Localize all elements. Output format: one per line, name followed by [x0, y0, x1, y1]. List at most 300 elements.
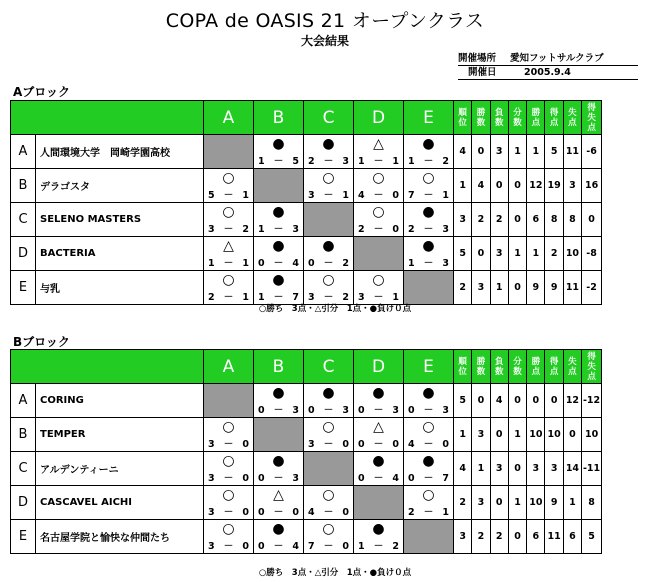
score-for: 3: [358, 292, 365, 303]
team-name: デラゴスタ: [36, 169, 204, 203]
team-row: [11, 452, 602, 486]
score-against: 1: [442, 507, 449, 518]
score-dash: －: [423, 224, 434, 235]
match-score: [404, 473, 453, 484]
result-mark-icon: ●: [422, 204, 435, 220]
score-dash: －: [273, 473, 284, 484]
block-b-results-table: [10, 349, 602, 554]
match-score: [354, 156, 403, 167]
stat-header: [508, 101, 526, 135]
block-b-legend: ○勝ち 3点・△引分 1点・●負け０点: [258, 568, 412, 578]
stat-value: 0: [563, 418, 581, 452]
score-for: 0: [358, 473, 365, 484]
match-result-cell: [204, 203, 254, 237]
match-result-cell: [204, 520, 254, 554]
stat-value: 0: [508, 384, 526, 418]
match-score: [404, 156, 453, 167]
score-dash: －: [423, 507, 434, 518]
stat-header: [527, 101, 545, 135]
match-result-cell: [254, 203, 304, 237]
score-for: 3: [208, 224, 215, 235]
date-row: [458, 66, 638, 80]
score-against: 7: [442, 473, 449, 484]
stat-header-label: 失 点: [568, 356, 577, 377]
score-against: 1: [442, 190, 449, 201]
stat-header: [563, 350, 581, 384]
match-score: [204, 473, 253, 484]
result-mark-icon: ○: [222, 453, 235, 469]
score-for: 4: [358, 190, 365, 201]
score-against: 4: [292, 541, 299, 552]
stat-header-label: 得 失 点: [587, 351, 596, 382]
stat-value: 1: [490, 271, 508, 305]
result-mark-icon: ●: [422, 136, 435, 152]
score-against: 0: [342, 507, 349, 518]
match-result-cell: [404, 203, 454, 237]
score-for: 2: [308, 156, 315, 167]
match-result-cell: [304, 237, 354, 271]
score-dash: －: [323, 405, 334, 416]
match-score: [404, 224, 453, 235]
result-mark-icon: ○: [422, 170, 435, 186]
score-for: 0: [258, 473, 265, 484]
column-header: C: [304, 101, 354, 135]
result-mark-icon: ○: [322, 521, 335, 537]
stat-value: 3: [563, 169, 581, 203]
team-name: TEMPER: [36, 418, 204, 452]
score-against: 1: [392, 156, 399, 167]
stat-value: 3: [490, 237, 508, 271]
match-result-cell: [304, 520, 354, 554]
result-mark-icon: ○: [322, 170, 335, 186]
stat-header-label: 順 位: [458, 356, 467, 377]
score-for: 0: [408, 473, 415, 484]
stat-value: 5: [454, 237, 472, 271]
score-dash: －: [273, 224, 284, 235]
score-for: 5: [208, 190, 215, 201]
match-result-cell: [354, 169, 404, 203]
score-dash: －: [423, 405, 434, 416]
score-for: 3: [308, 190, 315, 201]
stat-value: 19: [545, 169, 563, 203]
score-for: 1: [408, 258, 415, 269]
stat-value: 0: [545, 384, 563, 418]
score-for: 0: [358, 439, 365, 450]
score-dash: －: [423, 258, 434, 269]
match-score: [304, 156, 353, 167]
page-subtitle: 大会結果: [300, 34, 349, 48]
stat-value: 3: [454, 520, 472, 554]
match-result-cell: [404, 486, 454, 520]
team-name: 人間環境大学 岡崎学園高校: [36, 135, 204, 169]
score-for: 0: [258, 405, 265, 416]
result-mark-icon: ●: [272, 272, 285, 288]
match-score: [304, 258, 353, 269]
match-result-cell: [354, 203, 404, 237]
stat-value: 12: [563, 384, 581, 418]
row-letter: A: [11, 135, 36, 169]
row-letter: C: [11, 203, 36, 237]
result-mark-icon: ●: [322, 136, 335, 152]
score-against: 2: [392, 541, 399, 552]
stat-value: 1: [472, 452, 490, 486]
stat-value: 4: [454, 452, 472, 486]
stat-value: 0: [472, 237, 490, 271]
score-for: 0: [408, 405, 415, 416]
result-mark-icon: ●: [372, 385, 385, 401]
score-against: 2: [442, 156, 449, 167]
stat-value: 9: [545, 271, 563, 305]
match-result-cell: [404, 384, 454, 418]
score-for: 7: [408, 190, 415, 201]
result-mark-icon: ○: [372, 204, 385, 220]
stat-header: [582, 101, 602, 135]
stat-header: [545, 101, 563, 135]
score-dash: －: [273, 258, 284, 269]
score-dash: －: [223, 507, 234, 518]
result-mark-icon: ●: [372, 453, 385, 469]
team-row: [11, 418, 602, 452]
score-for: 3: [208, 507, 215, 518]
score-for: 4: [308, 507, 315, 518]
result-mark-icon: ○: [222, 272, 235, 288]
stat-value: 6: [527, 520, 545, 554]
score-dash: －: [423, 439, 434, 450]
score-for: 1: [258, 156, 265, 167]
score-dash: －: [223, 439, 234, 450]
match-result-cell: [404, 452, 454, 486]
stat-value: 3: [490, 452, 508, 486]
match-score: [254, 507, 303, 518]
stat-value: 6: [563, 520, 581, 554]
stat-value: 1: [508, 418, 526, 452]
stat-value: 10: [563, 237, 581, 271]
match-result-cell: [254, 384, 304, 418]
stat-value: -8: [582, 237, 602, 271]
result-mark-icon: ●: [422, 453, 435, 469]
score-against: 0: [392, 439, 399, 450]
block-b-label: Bブロック: [13, 335, 70, 349]
match-result-cell: [204, 169, 254, 203]
match-score: [404, 258, 453, 269]
row-letter: D: [11, 486, 36, 520]
match-score: [354, 405, 403, 416]
header-row: [11, 101, 602, 135]
stat-header: [545, 350, 563, 384]
score-for: 1: [258, 224, 265, 235]
score-dash: －: [373, 292, 384, 303]
stat-value: 0: [508, 203, 526, 237]
team-row: [11, 169, 602, 203]
block-a-legend: ○勝ち 3点・△引分 1点・●負け０点: [258, 304, 412, 314]
team-name: BACTERIA: [36, 237, 204, 271]
stat-header: [490, 350, 508, 384]
score-against: 1: [342, 190, 349, 201]
match-result-cell: [304, 135, 354, 169]
result-mark-icon: △: [273, 487, 284, 503]
score-against: 3: [442, 258, 449, 269]
stat-value: 0: [472, 135, 490, 169]
date-value: 2005.9.4: [524, 67, 571, 78]
stat-value: 5: [545, 135, 563, 169]
score-against: 0: [242, 473, 249, 484]
stat-value: 0: [527, 384, 545, 418]
team-row: [11, 486, 602, 520]
header-blank: [11, 350, 204, 384]
stat-header-label: 勝 点: [531, 107, 541, 128]
score-against: 3: [442, 405, 449, 416]
team-name: 与乳: [36, 271, 204, 305]
stat-header: [563, 101, 581, 135]
self-match-cell: [204, 384, 254, 418]
result-mark-icon: ○: [422, 419, 435, 435]
stat-header-label: 勝 数: [476, 107, 486, 128]
date-label: 開催日: [468, 67, 497, 78]
self-match-cell: [354, 237, 404, 271]
score-for: 3: [308, 292, 315, 303]
team-name: SELENO MASTERS: [36, 203, 204, 237]
match-score: [254, 258, 303, 269]
team-name: アルデンティーニ: [36, 452, 204, 486]
result-mark-icon: ●: [322, 238, 335, 254]
match-score: [404, 405, 453, 416]
score-dash: －: [323, 541, 334, 552]
match-score: [354, 541, 403, 552]
score-against: 0: [292, 507, 299, 518]
match-score: [204, 258, 253, 269]
stat-value: 9: [545, 486, 563, 520]
result-mark-icon: ○: [322, 272, 335, 288]
result-mark-icon: ○: [422, 487, 435, 503]
result-mark-icon: ●: [272, 521, 285, 537]
stat-value: 2: [490, 203, 508, 237]
match-score: [204, 439, 253, 450]
score-for: 0: [258, 258, 265, 269]
stat-value: -11: [582, 452, 602, 486]
column-header: B: [254, 101, 304, 135]
score-for: 3: [208, 439, 215, 450]
row-letter: A: [11, 384, 36, 418]
score-against: 7: [292, 292, 299, 303]
match-score: [354, 190, 403, 201]
venue-value: 愛知フットサルクラブ: [510, 53, 604, 64]
score-dash: －: [273, 507, 284, 518]
stat-value: 3: [472, 418, 490, 452]
match-score: [404, 190, 453, 201]
score-against: 3: [442, 224, 449, 235]
match-score: [254, 541, 303, 552]
score-for: 3: [308, 439, 315, 450]
stat-value: 0: [508, 169, 526, 203]
column-header: B: [254, 350, 304, 384]
match-result-cell: [404, 135, 454, 169]
match-result-cell: [304, 384, 354, 418]
match-score: [354, 473, 403, 484]
match-result-cell: [204, 271, 254, 305]
stat-value: 0: [490, 169, 508, 203]
stat-value: 6: [527, 203, 545, 237]
stat-value: 1: [527, 237, 545, 271]
row-letter: C: [11, 452, 36, 486]
stat-value: 1: [508, 135, 526, 169]
stat-value: 0: [508, 271, 526, 305]
stat-value: 1: [454, 169, 472, 203]
result-mark-icon: △: [223, 238, 234, 254]
stat-value: 2: [454, 486, 472, 520]
stat-value: 2: [490, 520, 508, 554]
result-mark-icon: ●: [422, 385, 435, 401]
result-mark-icon: △: [373, 136, 384, 152]
score-for: 2: [408, 224, 415, 235]
result-mark-icon: △: [373, 419, 384, 435]
self-match-cell: [254, 418, 304, 452]
column-header: D: [354, 350, 404, 384]
row-letter: D: [11, 237, 36, 271]
match-result-cell: [254, 135, 304, 169]
score-for: 7: [308, 541, 315, 552]
score-dash: －: [373, 439, 384, 450]
stat-header: [582, 350, 602, 384]
match-score: [304, 541, 353, 552]
score-for: 1: [408, 156, 415, 167]
score-dash: －: [323, 190, 334, 201]
stat-header-label: 分 数: [513, 107, 522, 128]
stat-value: 10: [527, 418, 545, 452]
score-against: 0: [242, 439, 249, 450]
result-mark-icon: ○: [222, 170, 235, 186]
stat-value: 10: [582, 418, 602, 452]
score-dash: －: [373, 156, 384, 167]
stat-header: [508, 350, 526, 384]
score-for: 4: [408, 439, 415, 450]
row-letter: B: [11, 418, 36, 452]
score-against: 1: [392, 292, 399, 303]
result-mark-icon: ●: [422, 238, 435, 254]
score-dash: －: [323, 507, 334, 518]
self-match-cell: [354, 486, 404, 520]
score-against: 0: [392, 224, 399, 235]
match-score: [354, 439, 403, 450]
stat-header-label: 勝 点: [531, 356, 541, 377]
match-score: [204, 224, 253, 235]
stat-value: 11: [563, 135, 581, 169]
stat-header-label: 順 位: [458, 107, 467, 128]
score-for: 0: [308, 258, 315, 269]
stat-value: 8: [563, 203, 581, 237]
score-for: 2: [208, 292, 215, 303]
match-score: [204, 541, 253, 552]
result-mark-icon: ○: [222, 521, 235, 537]
stat-header: [490, 101, 508, 135]
header-blank: [11, 101, 204, 135]
score-against: 3: [292, 405, 299, 416]
team-row: [11, 520, 602, 554]
match-score: [254, 405, 303, 416]
stat-header-label: 勝 数: [476, 356, 486, 377]
score-against: 1: [242, 292, 249, 303]
match-score: [304, 190, 353, 201]
score-for: 0: [358, 405, 365, 416]
column-header: A: [204, 350, 254, 384]
score-against: 2: [342, 258, 349, 269]
score-against: 3: [292, 473, 299, 484]
match-score: [254, 473, 303, 484]
venue-row: [458, 52, 638, 66]
score-dash: －: [323, 292, 334, 303]
match-score: [304, 405, 353, 416]
score-against: 4: [392, 473, 399, 484]
stat-header-label: 負 数: [494, 107, 504, 128]
match-score: [354, 224, 403, 235]
row-letter: B: [11, 169, 36, 203]
match-result-cell: [254, 520, 304, 554]
stat-header: [527, 350, 545, 384]
stat-value: 16: [582, 169, 602, 203]
result-mark-icon: ○: [222, 419, 235, 435]
result-mark-icon: ○: [372, 170, 385, 186]
score-against: 2: [342, 292, 349, 303]
self-match-cell: [304, 452, 354, 486]
score-for: 1: [258, 292, 265, 303]
match-result-cell: [254, 271, 304, 305]
stat-value: 12: [527, 169, 545, 203]
stat-header: [454, 101, 472, 135]
score-dash: －: [423, 190, 434, 201]
score-against: 5: [292, 156, 299, 167]
score-for: 0: [308, 405, 315, 416]
stat-value: 10: [527, 486, 545, 520]
stat-header-label: 分 数: [513, 356, 522, 377]
stat-value: 14: [563, 452, 581, 486]
stat-value: 0: [472, 384, 490, 418]
stat-value: 0: [582, 203, 602, 237]
score-against: 1: [242, 258, 249, 269]
match-result-cell: [354, 418, 404, 452]
score-dash: －: [223, 292, 234, 303]
match-result-cell: [204, 486, 254, 520]
result-mark-icon: ●: [272, 136, 285, 152]
stat-value: 8: [545, 203, 563, 237]
stat-value: 4: [472, 169, 490, 203]
stat-value: 1: [508, 486, 526, 520]
result-mark-icon: ○: [372, 272, 385, 288]
stat-header-label: 得 失 点: [587, 102, 596, 133]
stat-value: 1: [527, 135, 545, 169]
team-row: [11, 271, 602, 305]
match-score: [204, 507, 253, 518]
team-name: 名古屋学院と愉快な仲間たち: [36, 520, 204, 554]
stat-header-label: 失 点: [568, 107, 577, 128]
stat-value: 9: [527, 271, 545, 305]
score-for: 3: [208, 473, 215, 484]
self-match-cell: [254, 169, 304, 203]
score-dash: －: [223, 258, 234, 269]
result-mark-icon: ○: [322, 487, 335, 503]
match-result-cell: [404, 237, 454, 271]
score-against: 3: [292, 224, 299, 235]
score-dash: －: [323, 258, 334, 269]
column-header: A: [204, 101, 254, 135]
team-name: CORING: [36, 384, 204, 418]
score-against: 0: [392, 190, 399, 201]
score-against: 4: [292, 258, 299, 269]
score-for: 2: [408, 507, 415, 518]
team-name: CASCAVEL AICHI: [36, 486, 204, 520]
result-mark-icon: ●: [272, 238, 285, 254]
stat-value: 4: [490, 384, 508, 418]
stat-value: 1: [454, 418, 472, 452]
score-for: 1: [208, 258, 215, 269]
